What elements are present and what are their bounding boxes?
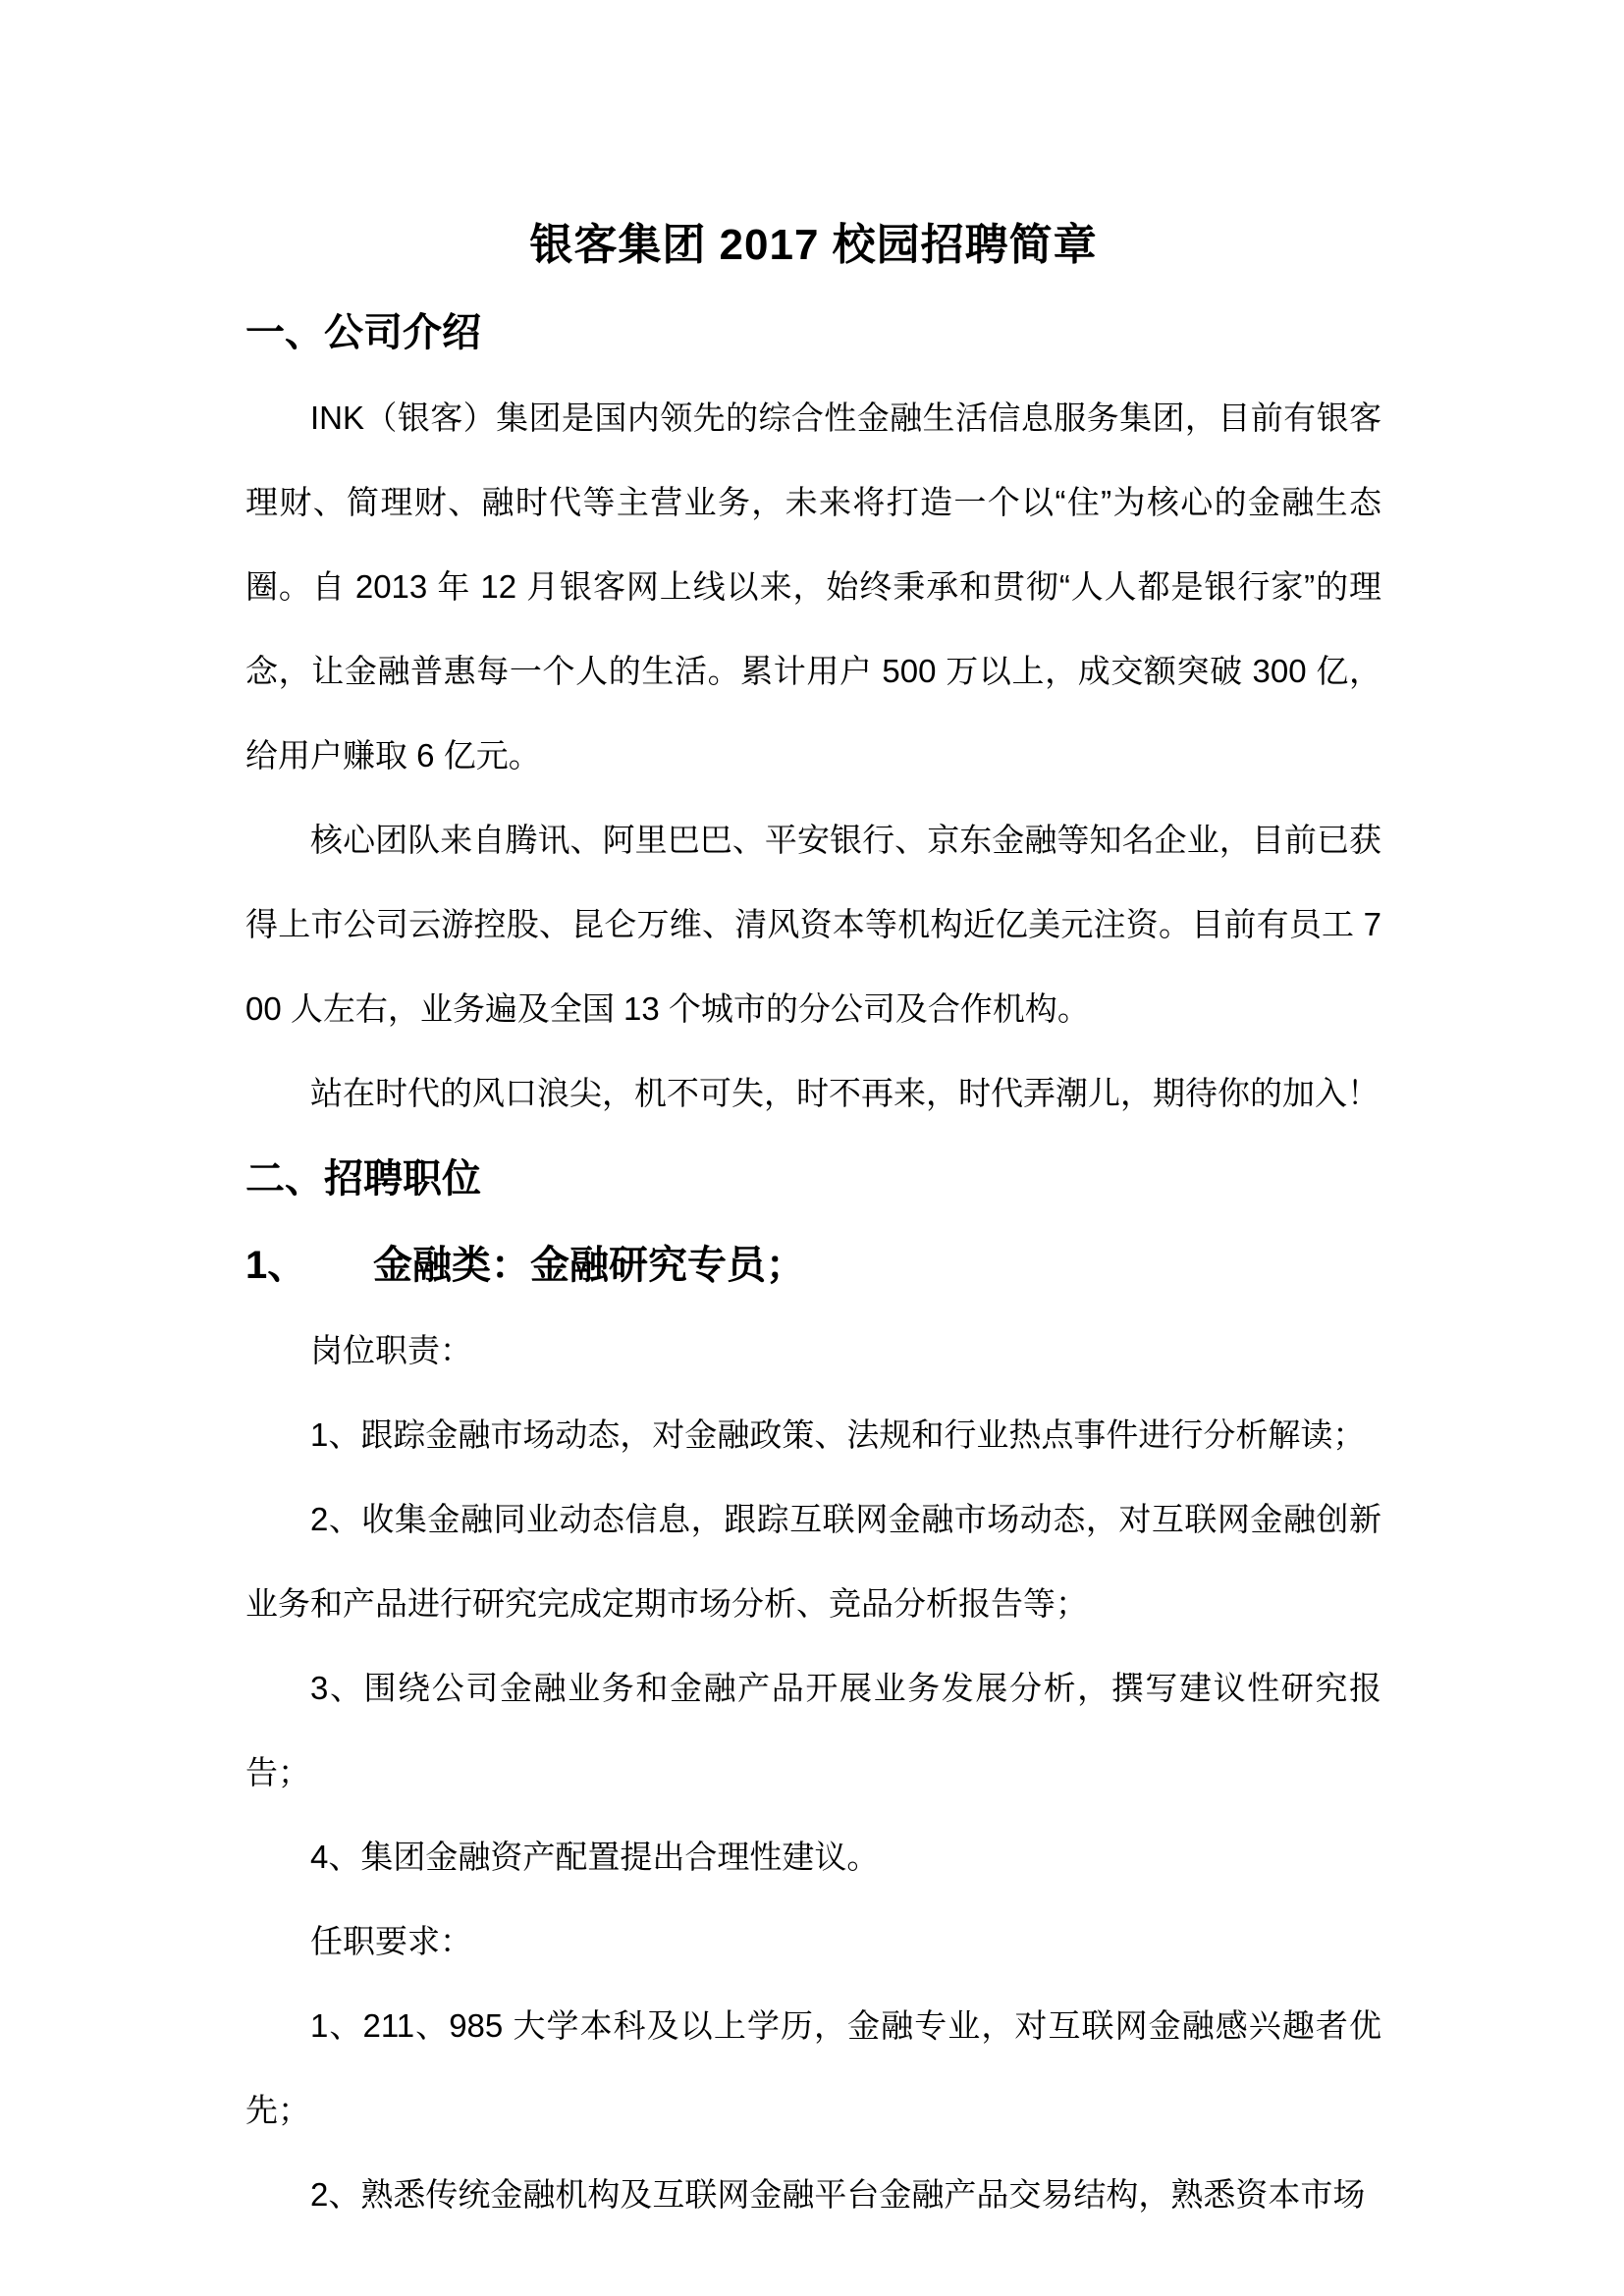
section-heading-company-intro: 一、公司介绍 bbox=[245, 311, 481, 354]
document-title: 银客集团 2017 校园招聘简章 bbox=[529, 221, 1098, 269]
position-heading-text: 金融类：金融研究专员； bbox=[373, 1244, 805, 1287]
label-job-duties: 岗位职责： bbox=[310, 1332, 472, 1368]
requirement-item-1: 1、211、985 大学本科及以上学历，金融专业，对互联网金融感兴趣者优先； bbox=[245, 2007, 1381, 2128]
duty-item-2: 2、收集金融同业动态信息，跟踪互联网金融市场动态，对互联网金融创新业务和产品进行研究完成定期市场分析、竞品分析报告等； bbox=[245, 1501, 1381, 1622]
paragraph-join-us: 站在时代的风口浪尖，机不可失，时不再来，时代弄潮儿，期待你的加入！ bbox=[310, 1075, 1380, 1111]
paragraph-core-team: 核心团队来自腾讯、阿里巴巴、平安银行、京东金融等知名企业，目前已获得上市公司云游控股、昆仑万维、清风资本等机构近亿美元注资。目前有员工 700 人左右，业务遍及全国 13 个城市的分公司及合作机构。 bbox=[245, 822, 1381, 1027]
duty-item-3: 3、围绕公司金融业务和金融产品开展业务发展分析，撰写建议性研究报告； bbox=[245, 1670, 1381, 1790]
requirement-item-2: 2、熟悉传统金融机构及互联网金融平台金融产品交易结构，熟悉资本市场 bbox=[310, 2176, 1366, 2213]
position-heading-finance bbox=[245, 1222, 1381, 1308]
section-heading-positions: 二、招聘职位 bbox=[245, 1157, 481, 1201]
duty-item-4: 4、集团金融资产配置提出合理性建议。 bbox=[310, 1839, 880, 1875]
duty-item-1: 1、跟踪金融市场动态，对金融政策、法规和行业热点事件进行分析解读； bbox=[310, 1416, 1366, 1453]
label-job-requirements: 任职要求： bbox=[310, 1923, 472, 1959]
position-heading-number: 1、 bbox=[245, 1244, 307, 1287]
paragraph-company-overview: INK（银客）集团是国内领先的综合性金融生活信息服务集团，目前有银客理财、简理财、融时代等主营业务，未来将打造一个以“住”为核心的金融生态圈。自 2013 年 12 月银客网上线以来，始终秉承和贯彻“人人都是银行家”的理念，让金融普惠每一个人的生活。累计用户 500 万以上，成交额突破 300 亿，给用户赚取 6 亿元。 bbox=[245, 400, 1381, 774]
